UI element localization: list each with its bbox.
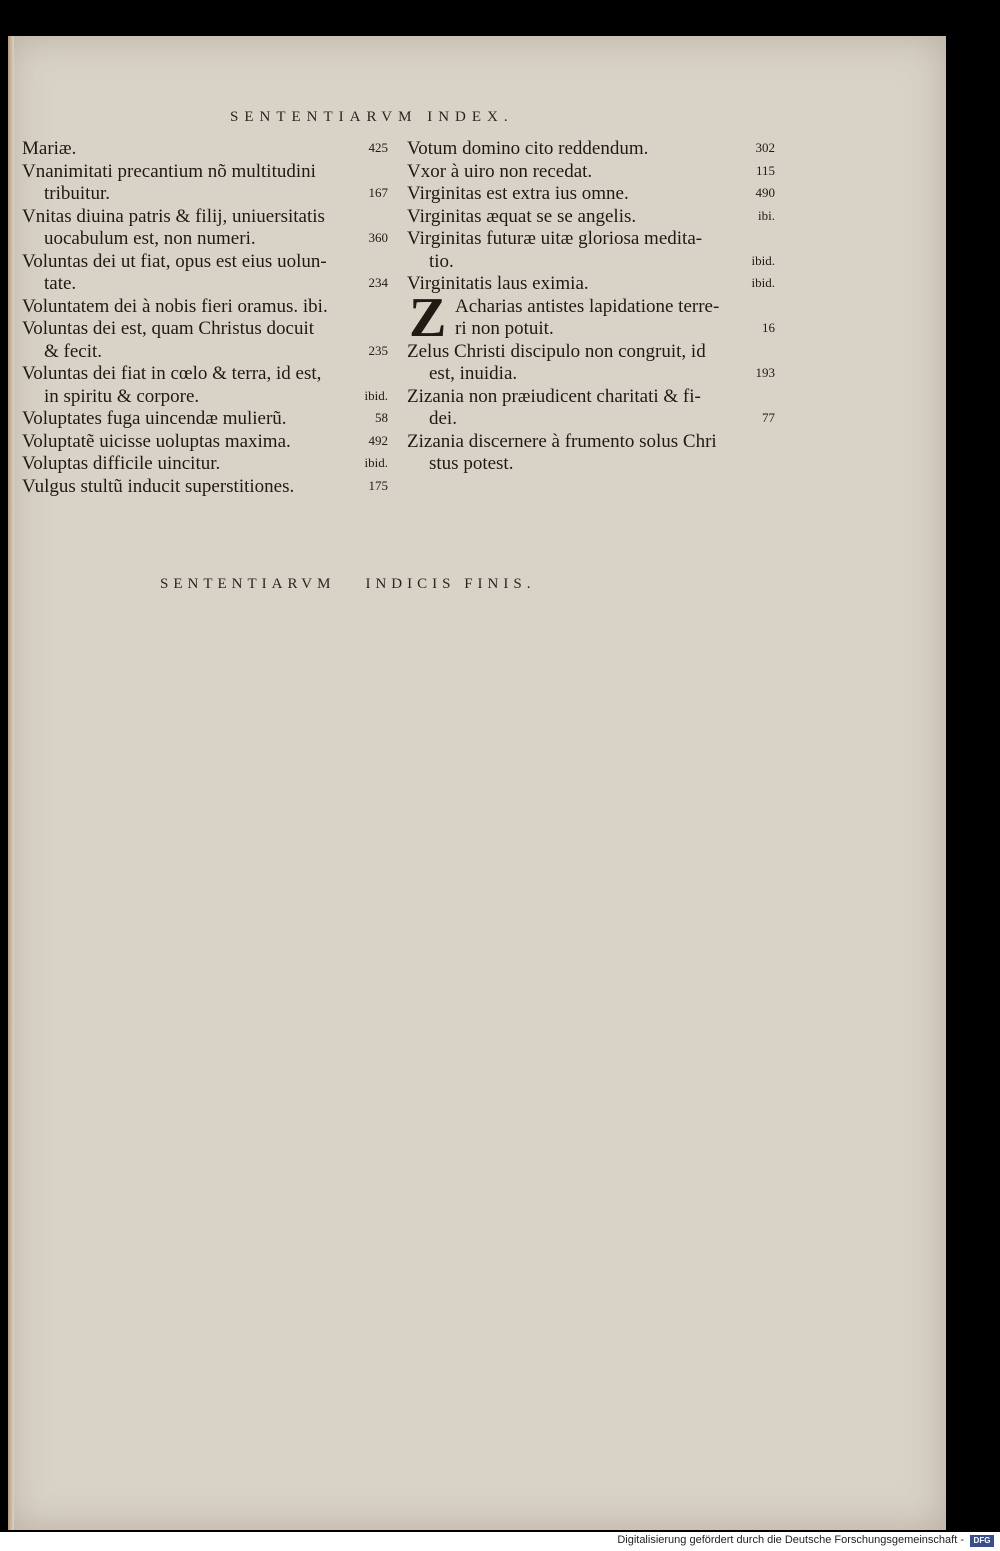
entry-text-line: Vnitas diuina patris & filij, uniuersitatis [22, 205, 325, 227]
entry-text-line: Vxor à uiro non recedat. [407, 160, 593, 182]
entry-text-line: Virginitatis laus eximia. [407, 273, 589, 294]
index-entry [22, 161, 388, 206]
entry-text-line: Virginitas æquat se se angelis. [407, 205, 637, 227]
page-reference: ibi. [758, 207, 775, 223]
page-reference: 16 [762, 320, 775, 335]
drop-cap-letter: Z [409, 286, 447, 349]
entry-text-line: & fecit. [44, 340, 103, 362]
index-entry [407, 431, 775, 476]
page-reference: 77 [762, 410, 775, 425]
index-entry [22, 251, 388, 296]
page-reference: 234 [368, 275, 388, 290]
page-reference: 492 [368, 432, 388, 448]
index-entry [22, 138, 388, 161]
index-column-right [407, 138, 775, 476]
page-reference: 58 [375, 410, 388, 425]
page-reference: 115 [755, 162, 775, 178]
index-entry [22, 408, 388, 431]
page-reference: ibid. [751, 252, 775, 268]
entry-text-line: tate. [44, 273, 77, 294]
page-reference: 193 [755, 365, 775, 380]
entry-text-line: Vnanimitati precantium nõ multitudini [22, 160, 316, 182]
entry-text-line: Votum domino cito reddendum. [407, 138, 649, 159]
index-entry [22, 318, 388, 363]
entry-text-line: in spiritu & corpore. [44, 385, 200, 407]
page-edge [8, 36, 14, 1530]
index-entry [22, 476, 388, 499]
page-reference: 235 [368, 342, 388, 358]
entry-text-line: Voluntas dei est, quam Christus docuit [22, 318, 315, 339]
finis-part-2: INDICIS FINIS. [365, 576, 536, 592]
page-reference: 167 [368, 185, 388, 200]
index-column-left [22, 138, 388, 498]
entry-text-line: tribuitur. [44, 183, 110, 204]
entry-text-line: Virginitas futuræ uitæ gloriosa medita- [407, 228, 703, 249]
entry-text-line: tio. [429, 250, 454, 272]
page-reference: 175 [368, 477, 388, 493]
page-reference: ibid. [364, 455, 388, 470]
index-entry [22, 206, 388, 251]
index-entry [407, 138, 775, 161]
entry-text-line: uocabulum est, non numeri. [44, 228, 256, 249]
index-entry [22, 363, 388, 408]
index-entry [407, 228, 775, 273]
entry-text-line: Voluntas dei fiat in cœlo & terra, id est, [22, 363, 322, 384]
entry-text-line: Voluntatem dei à nobis fieri oramus. ibi. [22, 295, 328, 317]
index-entry [407, 161, 775, 184]
running-head: SENTENTIARVM INDEX. [230, 109, 514, 125]
entry-text-line: Zizania non præiudicent charitati & fi- [407, 385, 701, 407]
entry-text-line: Vulgus stultũ inducit superstitiones. [22, 475, 295, 497]
index-entry [407, 286, 775, 349]
entry-text-line: Voluptates fuga uincendæ mulierũ. [22, 408, 287, 429]
footer-bar [0, 1532, 1000, 1551]
index-entry [407, 386, 775, 431]
index-entry [407, 183, 775, 206]
index-entry [22, 431, 388, 454]
page-reference: 425 [368, 140, 388, 155]
entry-text-line: dei. [429, 408, 457, 429]
entry-text-line: Virginitas est extra ius omne. [407, 183, 629, 204]
page-reference: ibid. [364, 387, 388, 403]
entry-text-line: Zelus Christi discipulo non congruit, id [407, 340, 706, 362]
dfg-logo: DFG [970, 1535, 994, 1547]
entry-text-line: ri non potuit. [455, 318, 554, 339]
finis-part-1: SENTENTIARVM [160, 576, 336, 592]
index-entry [407, 206, 775, 229]
entry-text-line: stus potest. [429, 453, 514, 474]
entry-text-line: Mariæ. [22, 138, 77, 159]
entry-text-line: est, inuidia. [429, 363, 518, 384]
page-reference: 490 [755, 185, 775, 200]
page-reference: 360 [368, 230, 388, 245]
index-entry [22, 453, 388, 476]
index-entry [407, 341, 775, 386]
index-entry [407, 273, 775, 296]
entry-text-line: Voluptatẽ uicisse uoluptas maxima. [22, 430, 291, 452]
page-reference: 302 [755, 140, 775, 155]
entry-text-line: Acharias antistes lapidatione terre- [455, 295, 720, 317]
index-end-line [160, 576, 660, 593]
page-reference: ibid. [751, 275, 775, 290]
entry-text-line: Zizania discernere à frumento solus Chri [407, 430, 717, 452]
footer-credit: Digitalisierung gefördert durch die Deutsche Forschungsgemeinschaft - [617, 1534, 964, 1546]
entry-text-line: Voluptas difficile uincitur. [22, 453, 221, 474]
index-entry [22, 296, 388, 319]
entry-text-line: Voluntas dei ut fiat, opus est eius uolun- [22, 250, 327, 272]
